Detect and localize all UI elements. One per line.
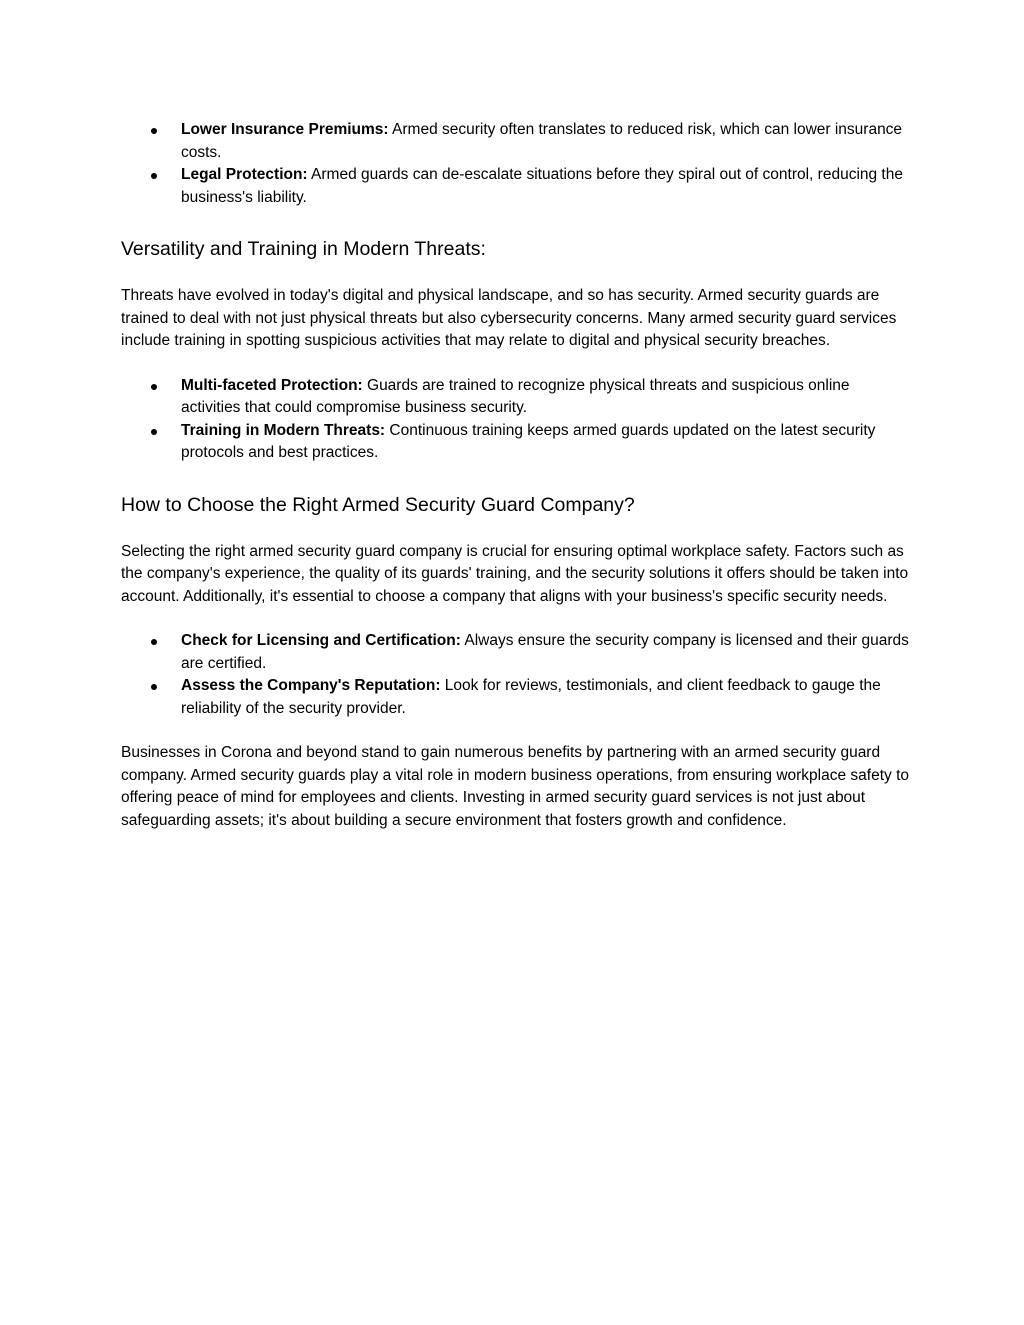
list-item-text: Always ensure the security company is licensed and their guards are certified. xyxy=(181,632,909,672)
list-item-title: Multi-faceted Protection: xyxy=(181,376,363,394)
list-item-text: Continuous training keeps armed guards updated on the latest security protocols and best practices. xyxy=(181,421,876,461)
list-item-title: Check for Licensing and Certification: xyxy=(181,632,461,649)
bullet-icon xyxy=(151,384,157,390)
section-heading-choose-company: How to Choose the Right Armed Security Guard Company? xyxy=(121,493,635,516)
list-item-text: Look for reviews, testimonials, and client feedback to gauge the reliability of the security provider. xyxy=(181,677,881,717)
bullet-icon xyxy=(151,128,157,134)
list-item-text: Guards are trained to recognize physical threats and suspicious online activities that could compromise business security. xyxy=(181,376,850,416)
bullet-icon xyxy=(151,173,157,179)
bullet-icon xyxy=(151,429,157,435)
document-page xyxy=(121,119,911,832)
selection-criteria-list xyxy=(121,630,911,720)
bullet-icon xyxy=(151,684,157,690)
list-item xyxy=(121,630,911,675)
benefits-list xyxy=(121,119,911,209)
list-item-title: Training in Modern Threats: xyxy=(181,421,386,439)
list-item-text: Armed guards can de-escalate situations before they spiral out of control, reducing the business's liability. xyxy=(181,166,903,206)
section-paragraph-versatility: Threats have evolved in today's digital and physical landscape, and so has security. Armed security guards are trained to deal with not just physical threats but also cybersecurity concerns. Many armed security guard services include training in spotting suspicious activities that may relate to digital and physical security breaches. xyxy=(121,287,897,349)
list-item xyxy=(121,420,911,465)
list-item xyxy=(121,119,911,164)
list-item-text: Armed security often translates to reduced risk, which can lower insurance costs. xyxy=(181,121,903,161)
list-item-title: Lower Insurance Premiums: xyxy=(181,121,389,138)
section-paragraph-choose-company: Selecting the right armed security guard company is crucial for ensuring optimal workplace safety. Factors such as the company's experience, the quality of its guards' training, and the security solutions it offers should be taken into account. Additionally, it's essential to choose a company that aligns with your business's specific security needs. xyxy=(121,542,909,605)
list-item xyxy=(121,375,911,420)
training-list xyxy=(121,375,911,465)
list-item-title: Assess the Company's Reputation: xyxy=(181,677,441,694)
list-item-title: Legal Protection: xyxy=(181,166,308,183)
list-item xyxy=(121,164,911,209)
section-heading-versatility: Versatility and Training in Modern Threats: xyxy=(121,238,486,260)
bullet-icon xyxy=(151,639,157,645)
list-item xyxy=(121,675,911,720)
closing-paragraph: Businesses in Corona and beyond stand to gain numerous benefits by partnering with an armed security guard company. Armed security guards play a vital role in modern business operations, from ensuring workplace safety to offering peace of mind for employees and clients. Investing in armed security guard services is not just about safeguarding assets; it's about building a secure environment that fosters growth and confidence. xyxy=(121,744,910,829)
